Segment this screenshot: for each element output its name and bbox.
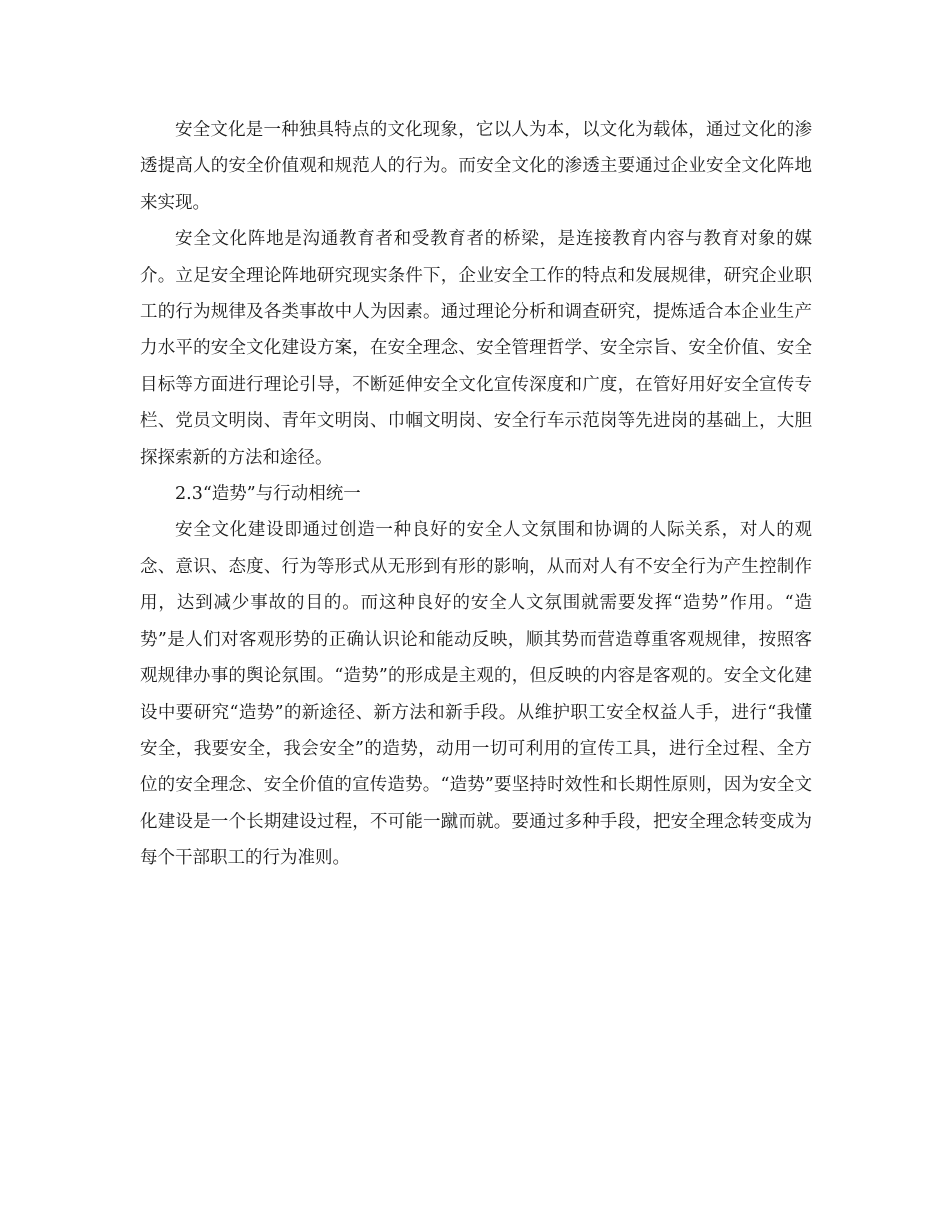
document-body (140, 112, 812, 877)
section-heading: 2.3“造势”与行动相统一 (175, 484, 361, 505)
paragraph-safety-culture-positions: 安全文化阵地是沟通教育者和受教育者的桥梁，是连接教育内容与教育对象的媒介。立足安全理论阵地研究现实条件下，企业安全工作的特点和发展规律，研究企业职工的行为规律及各类事故中人为因素。通过理论分析和调查研究，提炼适合本企业生产力水平的安全文化建设方案，在安全理念、安全管理哲学、安全宗旨、安全价值、安全目标等方面进行理论引导，不断延伸安全文化宣传深度和广度，在管好用好安全宣传专栏、党员文明岗、青年文明岗、巾帼文明岗、安全行车示范岗等先进岗的基础上，大胆探探索新的方法和途径。 (140, 229, 812, 468)
paragraph-momentum-building: 安全文化建设即通过创造一种良好的安全人文氛围和协调的人际关系，对人的观念、意识、态度、行为等形式从无形到有形的影响，从而对人有不安全行为产生控制作用，达到减少事故的目的。而这种良好的安全人文氛围就需要发挥“造势”作用。“造势”是人们对客观形势的正确认识论和能动反映，顺其势而营造尊重客观规律，按照客观规律办事的舆论氛围。“造势”的形成是主观的，但反映的内容是客观的。安全文化建设中要研究“造势”的新途径、新方法和新手段。从维护职工安全权益人手，进行“我懂安全，我要安全，我会安全”的造势，动用一切可利用的宣传工具，进行全过程、全方位的安全理念、安全价值的宣传造势。“造势”要坚持时效性和长期性原则，因为安全文化建设是一个长期建设过程，不可能一蹴而就。要通过多种手段，把安全理念转变成为每个干部职工的行为准则。 (140, 520, 812, 869)
paragraph-safety-culture-definition: 安全文化是一种独具特点的文化现象，它以人为本，以文化为载体，通过文化的渗透提高人的安全价值观和规范人的行为。而安全文化的渗透主要通过企业安全文化阵地来实现。 (140, 120, 812, 213)
